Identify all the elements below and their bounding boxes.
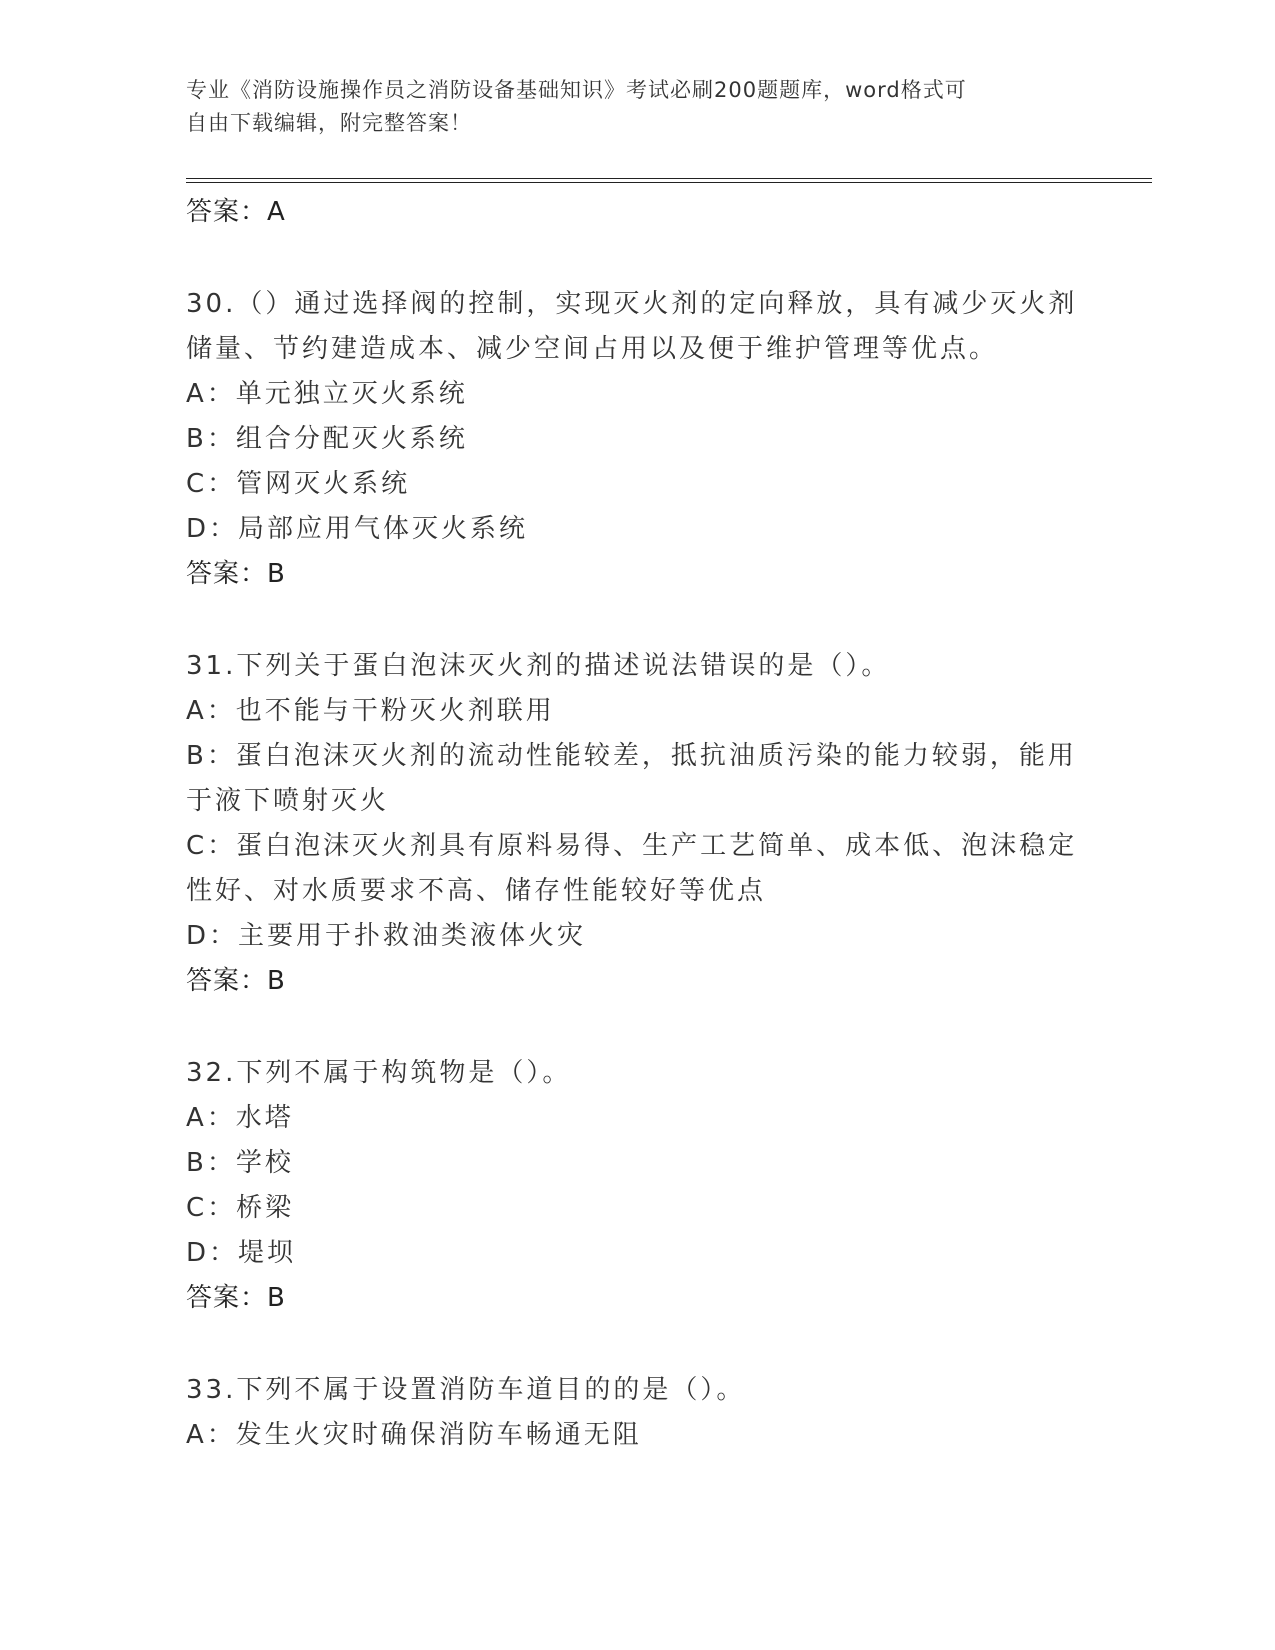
answer-q29: 答案：A [186,197,286,227]
question-31-option-b-line-2: 于液下喷射灭火 [186,786,390,816]
question-30-stem-line-2: 储量、节约建造成本、减少空间占用以及便于维护管理等优点。 [186,334,999,364]
question-31-option-a: A：也不能与干粉灭火剂联用 [186,696,555,726]
header-divider-top [186,178,1152,179]
question-31-option-c-line-2: 性好、对水质要求不高、储存性能较好等优点 [186,876,767,906]
question-31-option-c-line-1: C：蛋白泡沫灭火剂具有原料易得、生产工艺简单、成本低、泡沫稳定 [186,831,1078,861]
question-32-option-c: C：桥梁 [186,1193,295,1223]
question-30-option-b: B：组合分配灭火系统 [186,424,468,454]
question-33-stem: 33.下列不属于设置消防车道目的的是（）。 [186,1375,746,1405]
question-30-option-c: C：管网灭火系统 [186,469,411,499]
question-32 [186,1051,1086,1276]
question-31-option-b-line-1: B：蛋白泡沫灭火剂的流动性能较差，抵抗油质污染的能力较弱，能用 [186,741,1077,771]
question-32-option-d: D：堤坝 [186,1238,297,1268]
spacer [186,1003,1086,1051]
question-32-option-a: A：水塔 [186,1103,294,1133]
question-31-stem: 31.下列关于蛋白泡沫灭火剂的描述说法错误的是（）。 [186,651,891,681]
question-30-option-a: A：单元独立灭火系统 [186,379,468,409]
header-line-1: 专业《消防设施操作员之消防设备基础知识》考试必刷200题题库，word格式可 [186,78,967,102]
spacer [186,234,1086,282]
question-33-option-a: A：发生火灾时确保消防车畅通无阻 [186,1420,642,1450]
spacer [186,1320,1086,1368]
answer-q30: 答案：B [186,559,286,589]
spacer [186,596,1086,644]
question-30-stem-line-1: 30.（）通过选择阀的控制，实现灭火剂的定向释放，具有减少灭火剂 [186,289,1078,319]
question-31-option-d: D：主要用于扑救油类液体火灾 [186,921,587,951]
document-body [186,190,1086,1458]
header-line-2: 自由下载编辑，附完整答案！ [186,111,472,135]
answer-q31: 答案：B [186,966,286,996]
header-divider-bottom [186,182,1152,183]
question-33 [186,1368,1086,1458]
document-header [186,74,1066,140]
question-32-stem: 32.下列不属于构筑物是（）。 [186,1058,572,1088]
question-31 [186,644,1086,959]
question-32-option-b: B：学校 [186,1148,294,1178]
answer-q32: 答案：B [186,1283,286,1313]
question-30-option-d: D：局部应用气体灭火系统 [186,514,529,544]
question-30 [186,282,1086,552]
